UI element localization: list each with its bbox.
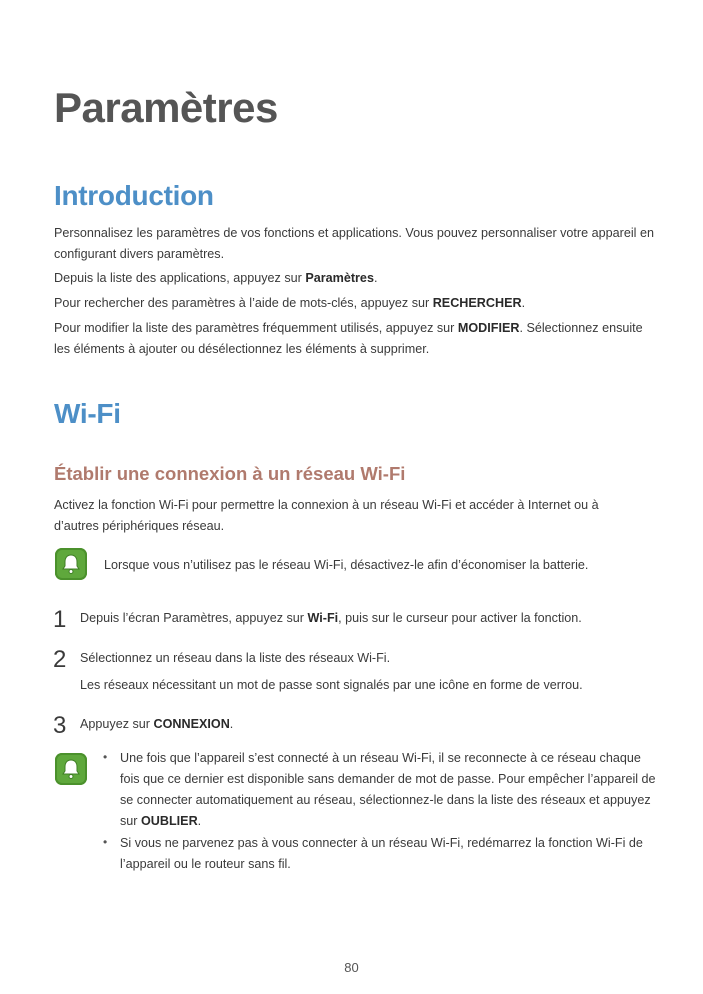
step-number: 1 (53, 606, 67, 633)
bell-icon (55, 548, 87, 580)
connect-label: CONNEXION (153, 717, 230, 731)
step-number: 2 (53, 646, 67, 673)
intro-paragraph-4: Pour modifier la liste des paramètres fréquemment utilisés, appuyez sur MODIFIER. Sélectionnez ensuite les éléments à ajouter ou désélectionnez les éléments à supprimer. (54, 321, 643, 356)
bullet-dot-icon: • (103, 750, 108, 764)
bullet-dot-icon: • (103, 835, 108, 849)
intro-heading: Introduction (54, 180, 214, 211)
wifi-label: Wi-Fi (307, 611, 339, 625)
bullet-item: Une fois que l’appareil s’est connecté à un réseau Wi-Fi, il se reconnecte à ce réseau chaque fois que ce dernier est disponible sans demander de mot de passe. Pour empêcher l’appareil de se connecter automatiquement au réseau, sélectionnez-le dans la liste des réseaux et appuyez sur OUBLIER. (120, 751, 656, 828)
step-2-text: Sélectionnez un réseau dans la liste des réseaux Wi-Fi. (80, 651, 391, 665)
search-label: RECHERCHER (432, 296, 522, 310)
edit-label: MODIFIER (457, 321, 520, 335)
forget-label: OUBLIER (141, 814, 198, 828)
intro-paragraph-1: Personnalisez les paramètres de vos fonctions et applications. Vous pouvez personnaliser votre appareil en configurant divers paramètres. (54, 226, 654, 261)
settings-label: Paramètres (305, 271, 374, 285)
bullet-item: Si vous ne parvenez pas à vous connecter à un réseau Wi-Fi, redémarrez la fonction Wi-Fi de l’appareil ou le routeur sans fil. (120, 836, 643, 871)
step-number: 3 (53, 712, 67, 739)
wifi-subheading: Établir une connexion à un réseau Wi-Fi (54, 463, 406, 484)
step-1-text: Depuis l’écran Paramètres, appuyez sur Wi-Fi, puis sur le curseur pour activer la fonction. (80, 611, 582, 625)
page-number: 80 (344, 960, 359, 975)
intro-paragraph-2: Depuis la liste des applications, appuyez sur Paramètres. (54, 271, 378, 285)
bell-icon (55, 753, 87, 785)
page-title: Paramètres (54, 84, 278, 131)
step-3-text: Appuyez sur CONNEXION. (80, 717, 234, 731)
step-2-subtext: Les réseaux nécessitant un mot de passe sont signalés par une icône en forme de verrou. (80, 678, 583, 692)
wifi-heading: Wi-Fi (54, 398, 121, 429)
intro-paragraph-3: Pour rechercher des paramètres à l’aide de mots-clés, appuyez sur RECHERCHER. (54, 296, 526, 310)
wifi-paragraph: Activez la fonction Wi-Fi pour permettre la connexion à un réseau Wi-Fi et accéder à Internet ou à d’autres périphériques réseau. (54, 498, 599, 533)
note-battery: Lorsque vous n’utilisez pas le réseau Wi-Fi, désactivez-le afin d’économiser la batterie. (104, 558, 589, 572)
